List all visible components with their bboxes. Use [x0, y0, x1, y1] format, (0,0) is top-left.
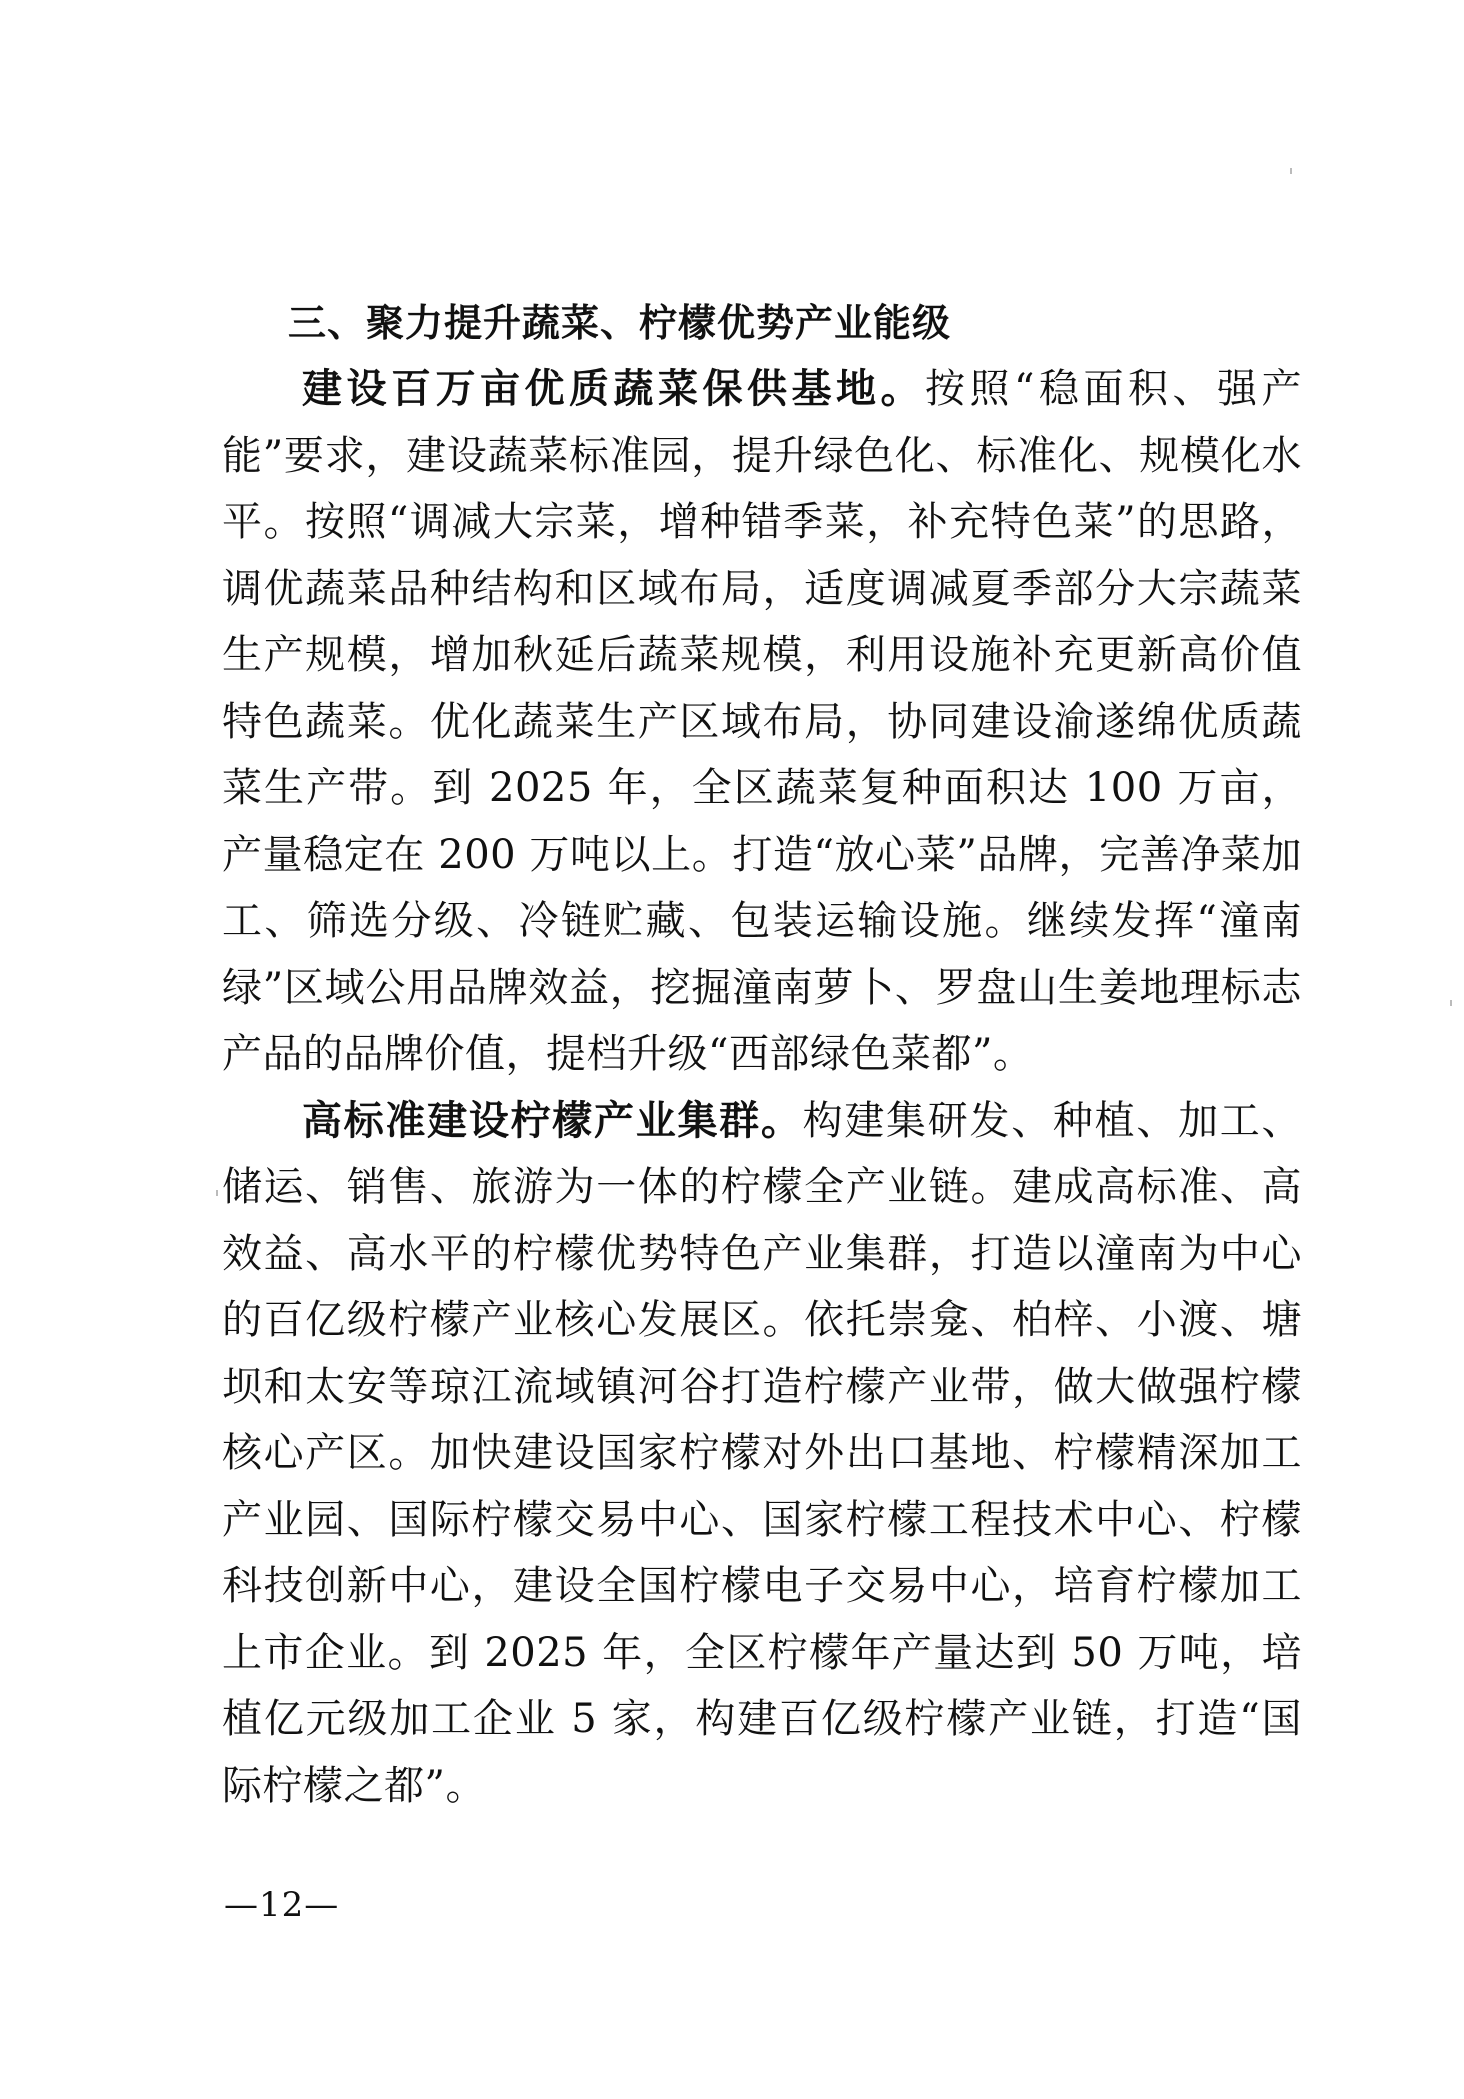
- scan-speck: [1290, 168, 1292, 174]
- page-number: —12—: [224, 1885, 340, 1925]
- scan-speck: [1450, 1000, 1452, 1006]
- paragraph-lemon-cluster: [222, 1088, 1302, 1820]
- paragraph-vegetable-base: [222, 356, 1302, 1088]
- paragraph-text: 按照“稳面积、强产能”要求，建设蔬菜标准园，提升绿色化、标准化、规模化水平。按照“调减大宗菜，增种错季菜，补充特色菜”的思路，调优蔬菜品种结构和区域布局，适度调减夏季部分大宗蔬菜生产规模，增加秋延后蔬菜规模，利用设施补充更新高价值特色蔬菜。优化蔬菜生产区域布局，协同建设渝遂绵优质蔬菜生产带。到 2025 年，全区蔬菜复种面积达 100 万亩，产量稳定在 200 万吨以上。打造“放心菜”品牌，完善净菜加工、筛选分级、冷链贮藏、包装运输设施。继续发挥“潼南绿”区域公用品牌效益，挖掘潼南萝卜、罗盘山生姜地理标志产品的品牌价值，提档升级“西部绿色菜都”。: [222, 366, 1302, 1077]
- paragraph-lead: 建设百万亩优质蔬菜保供基地。: [302, 366, 926, 412]
- section-heading: 三、聚力提升蔬菜、柠檬优势产业能级: [288, 301, 952, 345]
- paragraph-text: 构建集研发、种植、加工、储运、销售、旅游为一体的柠檬全产业链。建成高标准、高效益、高水平的柠檬优势特色产业集群，打造以潼南为中心的百亿级柠檬产业核心发展区。依托崇龛、柏梓、小渡、塘坝和太安等琼江流域镇河谷打造柠檬产业带，做大做强柠檬核心产区。加快建设国家柠檬对外出口基地、柠檬精深加工产业园、国际柠檬交易中心、国家柠檬工程技术中心、柠檬科技创新中心，建设全国柠檬电子交易中心，培育柠檬加工上市企业。到 2025 年，全区柠檬年产量达到 50 万吨，培植亿元级加工企业 5 家，构建百亿级柠檬产业链，打造“国际柠檬之都”。: [222, 1097, 1303, 1809]
- scan-speck: [216, 1190, 218, 1196]
- document-body: [222, 290, 1302, 1819]
- paragraph-lead: 高标准建设柠檬产业集群。: [302, 1097, 803, 1144]
